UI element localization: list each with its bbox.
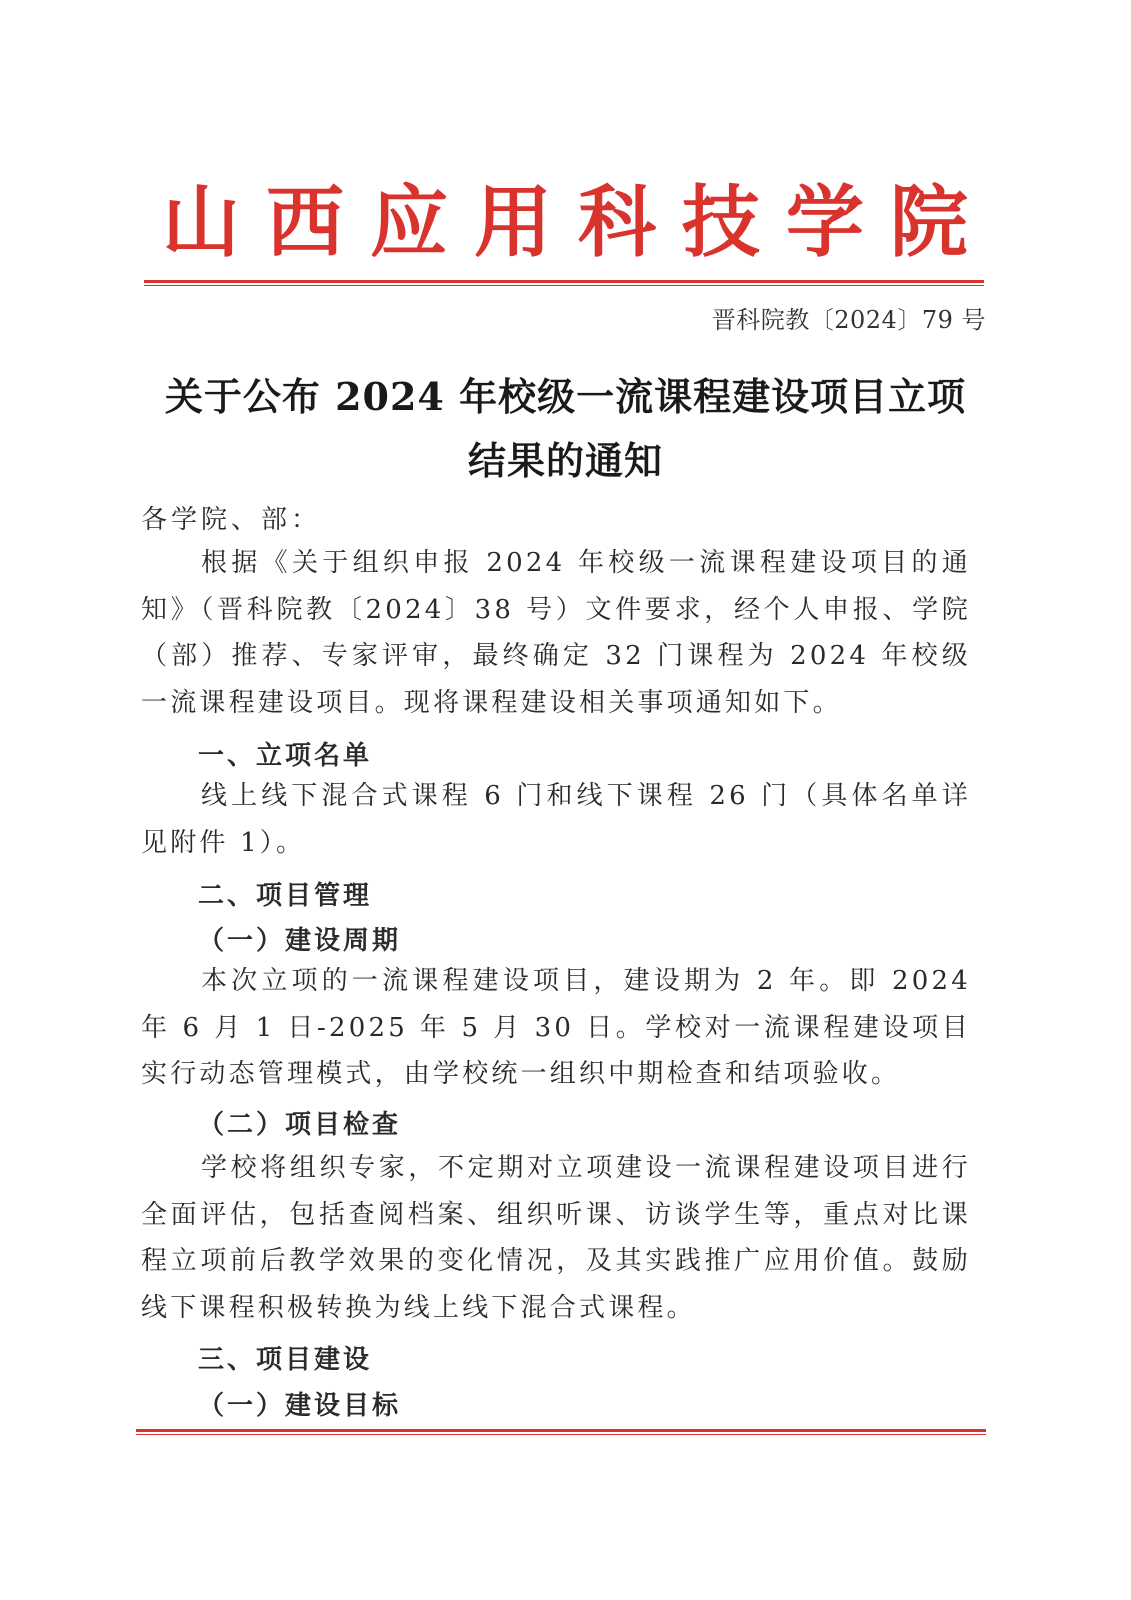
masthead-char: 院: [889, 177, 968, 268]
document-title-line-1: 关于公布 2024 年校级一流课程建设项目立项: [164, 374, 967, 419]
masthead-char: 应: [369, 177, 448, 268]
masthead-char: 技: [681, 177, 760, 268]
masthead-char: 用: [473, 177, 552, 268]
subsection-heading: （一）建设周期: [198, 926, 402, 956]
section-heading: 三、项目建设: [198, 1345, 373, 1375]
body-paragraph: 根据《关于组织申报 2024 年校级一流课程建设项目的通知》（晋科院教〔2024〕38 号）文件要求，经个人申报、学院（部）推荐、专家评审，最终确定 32 门课程为 2024 年校级一流课程建设项目。现将课程建设相关事项通知如下。: [141, 548, 971, 718]
subsection-heading: （二）项目检查: [198, 1110, 402, 1140]
body-paragraph: 学校将组织专家，不定期对立项建设一流课程建设项目进行全面评估，包括查阅档案、组织听课、访谈学生等，重点对比课程立项前后教学效果的变化情况，及其实践推广应用价值。鼓励线下课程积极转换为线上线下混合式课程。: [141, 1153, 971, 1323]
salutation: 各学院、部：: [141, 505, 322, 535]
divider-thick-line: [136, 1429, 986, 1432]
masthead-divider: [144, 280, 984, 288]
divider-thin-line: [136, 1434, 986, 1435]
masthead-char: 科: [577, 177, 656, 268]
masthead-char: 学: [785, 177, 864, 268]
masthead-char: 山: [162, 177, 241, 268]
footer-divider: [136, 1429, 986, 1437]
document-title-line-2: 结果的通知: [467, 438, 663, 483]
subsection-heading: （一）建设目标: [198, 1391, 402, 1421]
body-paragraph: 线上线下混合式课程 6 门和线下课程 26 门（具体名单详见附件 1）。: [141, 781, 971, 858]
document-number: 晋科院教〔2024〕79 号: [711, 306, 986, 334]
section-heading: 一、立项名单: [198, 741, 373, 771]
divider-thick-line: [144, 280, 984, 283]
institution-masthead: [162, 178, 968, 268]
divider-thin-line: [144, 285, 984, 286]
masthead-char: 西: [265, 177, 344, 268]
section-heading: 二、项目管理: [198, 881, 373, 911]
body-paragraph: 本次立项的一流课程建设项目，建设期为 2 年。即 2024 年 6 月 1 日-2025 年 5 月 30 日。学校对一流课程建设项目实行动态管理模式，由学校统一组织中期检查和结项验收。: [141, 966, 971, 1089]
